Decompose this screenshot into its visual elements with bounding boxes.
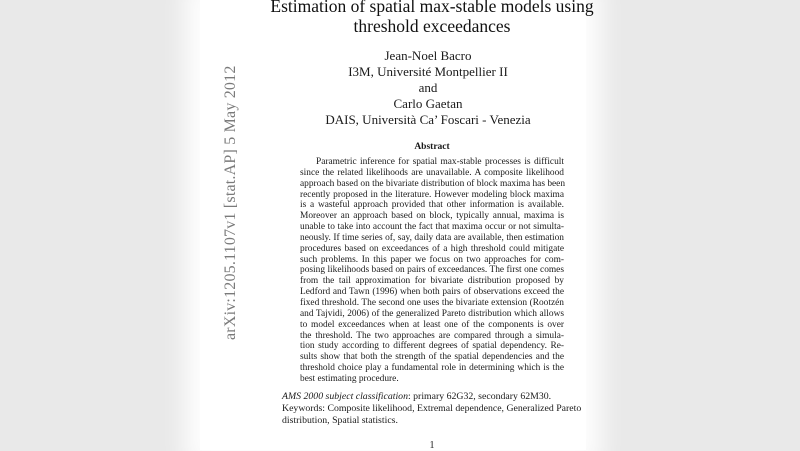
author-affiliation: DAIS, Università Ca’ Foscari - Venezia (325, 112, 531, 127)
msc-label: AMS 2000 subject classification (282, 391, 408, 402)
abstract-line: fixed threshold. The second one uses the bivariate extension (Rootzén (300, 297, 564, 308)
keywords-line: distribution, Spatial statistics. (282, 415, 398, 427)
abstract-line: Moreover an approach based on block, typically annual, maxima is (300, 211, 564, 222)
abstract-line: Parametric inference for spatial max-stable processes is difficult (316, 157, 564, 167)
page-number: 1 (429, 440, 435, 451)
abstract-heading: Abstract (414, 142, 450, 152)
keywords-line: Keywords: Composite likelihood, Extremal dependence, Generalized Pareto (282, 403, 582, 415)
abstract-line: sults show that both the strength of the spatial dependencies and the (300, 352, 564, 363)
msc-value: : primary 62G32, secondary 62M30. (407, 391, 552, 402)
abstract-line: is a wasteful approach provided that other information is available. (300, 200, 564, 211)
abstract-line: such problems. In this paper we focus on two approaches for com- (300, 254, 564, 265)
author-block (290, 48, 566, 128)
abstract-line: procedures based on exceedances of a high threshold could mitigate (300, 243, 564, 254)
abstract-line: unable to take into account the fact that maxima occur or not simulta- (300, 222, 564, 233)
abstract-line: Ledford and Tawn (1996) when both pairs of observations exceed the (300, 287, 564, 298)
author-affiliation: I3M, Université Montpellier II (348, 64, 508, 79)
abstract-line: recently proposed in the literature. However modeling block maxima (300, 189, 564, 200)
title-line: Estimation of spatial max-stable models using (270, 0, 594, 16)
abstract-line: tion study according to different degrees of spatial dependency. Re- (300, 341, 564, 352)
author-name: Jean-Noel Bacro (384, 48, 472, 63)
abstract-line: the threshold. The two approaches are compared through a simula- (300, 330, 564, 341)
abstract-line: neously. If time series of, say, daily data are available, then estimation (300, 232, 564, 243)
msc-line (282, 391, 586, 403)
author-name: Carlo Gaetan (393, 96, 463, 111)
abstract-line: to model exceedances when at least one of the components is over (300, 319, 564, 330)
classification-block (282, 391, 586, 428)
title-line: threshold exceedances (353, 16, 511, 36)
author-conjunction: and (418, 80, 438, 95)
abstract-line: from the tail approximation for bivariate distribution proposed by (300, 276, 564, 287)
abstract-line: threshold choice play a fundamental role in determining which is the (300, 363, 564, 374)
abstract-line: since the related likelihoods are unavailable. A composite likelihood (300, 167, 564, 178)
abstract-body (300, 157, 564, 385)
abstract-line: and Tajvidi, 2006) of the generalized Pareto distribution which allows (300, 308, 564, 319)
abstract-line: approach based on the bivariate distribution of block maxima has been (300, 178, 566, 189)
abstract-line: posing likelihoods based on pairs of exceedances. The first one comes (300, 265, 564, 276)
abstract-line: best estimating procedure. (300, 373, 399, 384)
paper-title (252, 0, 612, 36)
arxiv-stamp: arXiv:1205.1107v1 [stat.AP] 5 May 2012 (222, 65, 239, 340)
